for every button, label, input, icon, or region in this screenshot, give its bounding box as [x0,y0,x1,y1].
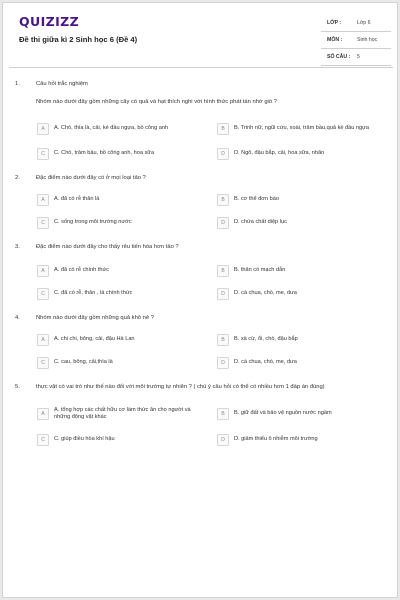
option-c[interactable] [37,287,207,300]
info-label: SỐ CÂU : [327,54,351,60]
option-c[interactable] [37,433,207,446]
option-letter-box: D [217,357,229,369]
option-letter-box: D [217,434,229,446]
option-letter-box: D [217,148,229,160]
option-c[interactable] [37,216,207,229]
info-row-grade [321,15,391,32]
option-b[interactable] [217,122,389,135]
question-number: 2. [15,175,20,181]
question-text: Đặc điểm nào dưới đây cho thấy rêu tiến hóa hơn tảo ? [36,244,179,250]
option-a[interactable] [37,193,207,206]
question-text: Nhóm nào dưới đây gồm những quả khô nẻ ? [36,315,154,321]
worksheet-title: Đề thi giữa kì 2 Sinh học 6 (Đề 4) [19,35,138,44]
option-letter-box: B [217,123,229,135]
option-letter-box: C [37,357,49,369]
question-text: Câu hỏi trắc nghiệm [36,81,88,87]
option-text: A. chi chi, bông, cải, đậu Hà Lan [54,336,135,342]
option-text: A. đã có rễ thân lá [54,196,100,202]
option-text: C. sống trong môi trường nước [54,219,132,225]
option-text: D. giảm thiểu ô nhiễm môi trường [234,436,318,442]
question-number: 3. [15,244,20,250]
option-letter-box: A [37,123,49,135]
option-text: D. chứa chất diệp lục [234,219,287,225]
info-label: MÔN : [327,37,343,43]
info-label: LỚP : [327,20,342,26]
option-text: A. tổng hợp các chất hữu cơ làm thức ăn cho người và những động vật khác [54,406,191,420]
option-text: C. Chò, trâm bầu, bồ công anh, hoa sữa [54,150,155,156]
worksheet-page [2,2,398,598]
option-text: C. đã có rễ, thân , lá chính thức [54,290,133,296]
option-a[interactable] [37,264,207,277]
option-text: D. cà chua, chò, me, dưa [234,359,297,365]
info-row-subject [321,32,391,49]
option-text: C. cau, bông, cải,thìa là [54,359,113,365]
option-letter-box: C [37,148,49,160]
option-letter-box: B [217,334,229,346]
option-c[interactable] [37,147,207,160]
option-text: A. Chò, thìa là, cải, ké đầu ngựa, bồ công anh [54,125,169,131]
header-divider [9,67,393,68]
info-value: 5 [357,54,360,60]
option-text: B. thân có mạch dẫn [234,267,286,273]
option-letter-box: A [37,334,49,346]
option-d[interactable] [217,216,389,229]
option-letter-box: B [217,194,229,206]
option-text: B. Trinh nữ, ngũi cứu, xoài, trâm bầu,quả ké đầu ngựa [234,125,369,131]
option-text: A. đã có rễ chính thức [54,267,110,273]
quizizz-logo: QUIZIZZ [19,14,80,29]
option-text: D. cà chua, chò, me, dưa [234,290,297,296]
option-d[interactable] [217,287,389,300]
option-letter-box: A [37,194,49,206]
question-number: 1. [15,81,20,87]
option-a[interactable] [37,407,207,420]
option-b[interactable] [217,193,389,206]
option-letter-box: B [217,265,229,277]
option-letter-box: A [37,265,49,277]
question-text: Đặc điểm nào dưới đây có ở mọi loại tảo ? [36,175,146,181]
option-c[interactable] [37,356,207,369]
option-a[interactable] [37,122,207,135]
option-text: B. giữ đất và bảo vệ nguồn nước ngầm [234,410,332,416]
option-d[interactable] [217,356,389,369]
option-b[interactable] [217,333,389,346]
option-text: B. xà cừ, ổi, chò, đậu bắp [234,336,298,342]
option-b[interactable] [217,407,389,420]
option-d[interactable] [217,147,389,160]
option-b[interactable] [217,264,389,277]
option-letter-box: B [217,408,229,420]
option-letter-box: A [37,408,49,420]
option-text: B. cơ thể đơn bào [234,196,279,202]
info-value: Sinh học [357,37,378,43]
question-subtext: Nhóm nào dưới đây gồm những cây có quả và hạt thích nghi với hình thức phát tán nhờ gió ? [36,99,277,105]
option-a[interactable] [37,333,207,346]
option-text: C. giúp điều hòa khí hậu [54,436,115,442]
question-text: thực vật có vai trò như thế nào đối với môi trường tự nhiên ? ( chú ý câu hỏi có thể có nhiều hơn 1 đáp án đúng) [36,384,325,390]
option-letter-box: D [217,217,229,229]
info-value: Lớp 6 [357,20,371,26]
info-box [321,15,391,66]
option-letter-box: D [217,288,229,300]
option-letter-box: C [37,217,49,229]
question-number: 5. [15,384,20,390]
option-text: D. Ngô, đậu bắp, cải, hoa sữa, nhãn [234,150,325,156]
option-d[interactable] [217,433,389,446]
option-letter-box: C [37,434,49,446]
question-number: 4. [15,315,20,321]
option-letter-box: C [37,288,49,300]
info-row-count [321,49,391,66]
